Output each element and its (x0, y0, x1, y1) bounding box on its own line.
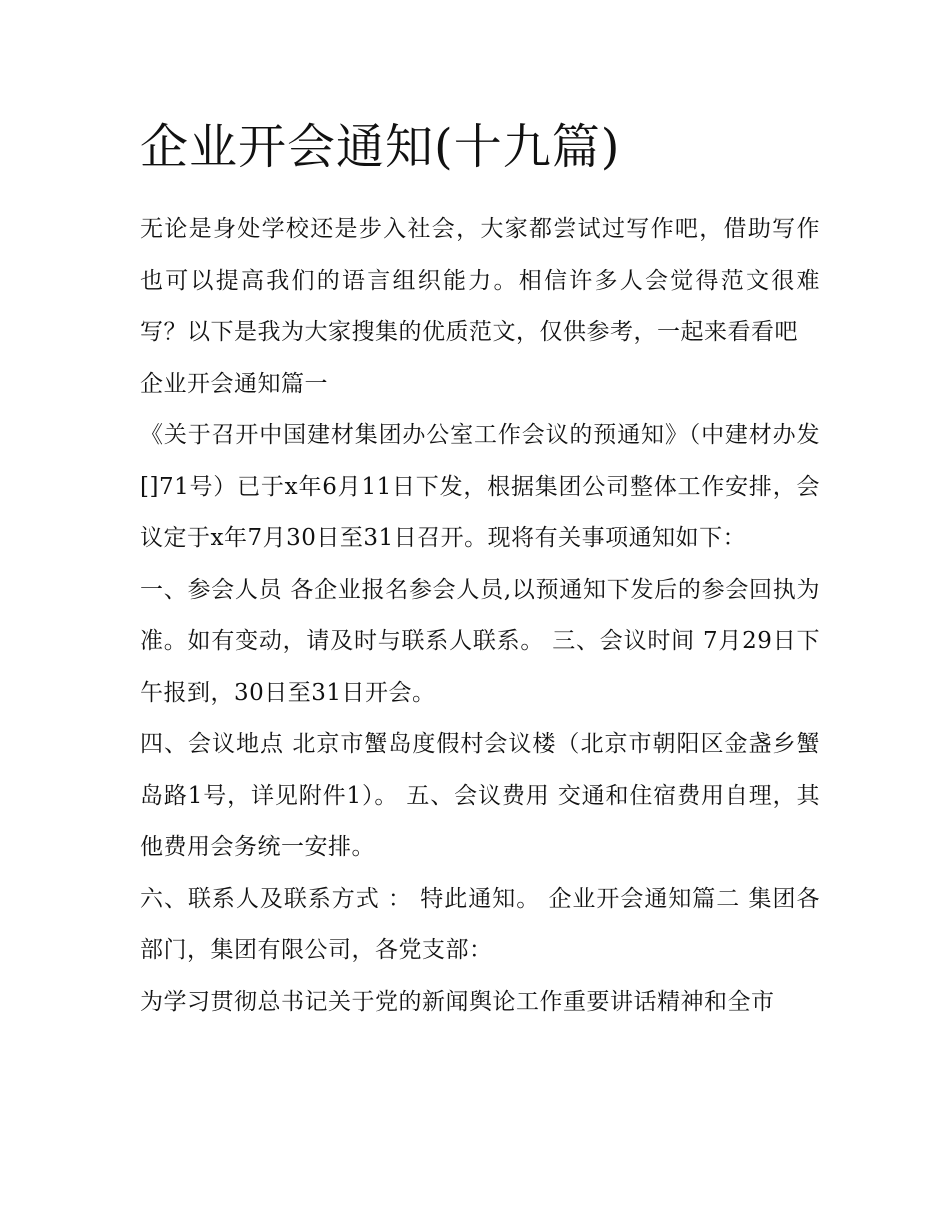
section-heading-one: 企业开会通知篇一 (140, 370, 328, 397)
document-page (140, 112, 820, 1028)
contact-paragraph: 六、联系人及联系方式 ： 特此通知。 企业开会通知篇二 集团各部门，集团有限公司，各党支部： (140, 885, 820, 963)
intro-paragraph: 无论是身处学校还是步入社会，大家都尝试过写作吧，借助写作也可以提高我们的语言组织能力。相信许多人会觉得范文很难写？以下是我为大家搜集的优质范文，仅供参考，一起来看看吧 (140, 216, 820, 345)
notice-paragraph: 《关于召开中国建材集团办公室工作会议的预通知》（中建材办发[]71号）已于x年6月11日下发，根据集团公司整体工作安排，会议定于x年7月30日至31日召开。现将有关事项通知如下： (140, 422, 820, 551)
location-cost-paragraph: 四、会议地点 北京市蟹岛度假村会议楼（北京市朝阳区金盏乡蟹岛路1号，详见附件1）。 五、会议费用 交通和住宿费用自理，其他费用会务统一安排。 (140, 731, 820, 860)
attendees-time-paragraph: 一、参会人员 各企业报名参会人员,以预通知下发后的参会回执为准。如有变动，请及时与联系人联系。 三、会议时间 7月29日下午报到，30日至31日开会。 (140, 576, 820, 706)
study-paragraph: 为学习贯彻总书记关于党的新闻舆论工作重要讲话精神和全市 (140, 988, 775, 1015)
document-title: 企业开会通知(十九篇) (140, 119, 621, 175)
